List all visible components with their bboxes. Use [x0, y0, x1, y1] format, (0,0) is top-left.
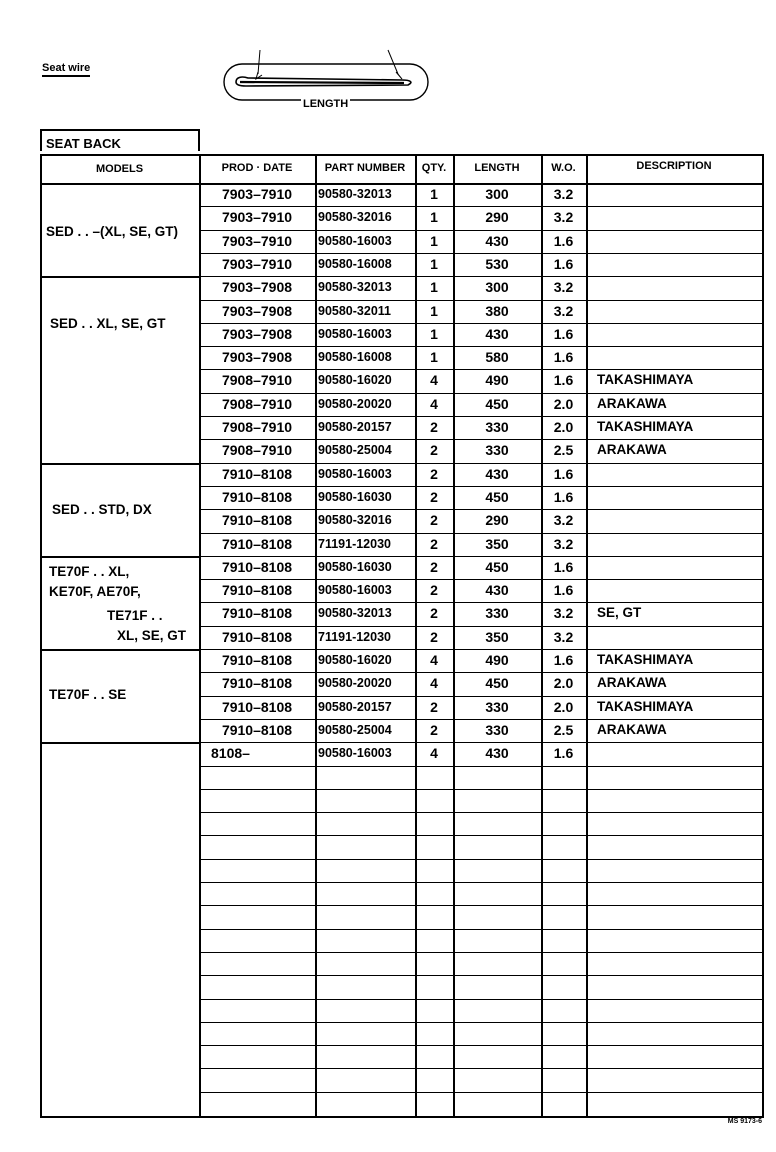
model-group-label: SED . . –(XL, SE, GT): [46, 224, 179, 239]
row-qty: 1: [430, 209, 438, 226]
row-length: 330: [485, 698, 509, 715]
row-wo: 3.2: [553, 628, 574, 645]
row-prod-date: 7910–8108: [221, 512, 293, 529]
row-part-number: 90580-16003: [318, 583, 392, 598]
section-title: SEAT BACK: [40, 129, 200, 151]
row-wo: 1.6: [553, 558, 574, 575]
row-wo: 1.6: [553, 582, 574, 599]
row-prod-date: 7910–8108: [221, 488, 293, 505]
row-qty: 4: [430, 395, 438, 412]
row-prod-date: 7903–7908: [221, 279, 293, 296]
row-wo: 3.2: [553, 302, 574, 319]
row-prod-date: 7908–7910: [221, 442, 293, 459]
row-prod-date: 7908–7910: [221, 419, 293, 435]
row-part-number: 90580-16003: [318, 466, 392, 481]
row-qty: 2: [430, 582, 438, 599]
row-length: 350: [485, 628, 509, 645]
row-divider: [199, 1068, 762, 1069]
column-header-length: LENGTH: [474, 162, 520, 174]
group-divider: [40, 276, 199, 278]
row-part-number: 90580-32016: [318, 210, 392, 225]
row-qty: 1: [430, 325, 438, 342]
row-prod-date: 7908–7910: [221, 372, 293, 389]
row-length: 380: [485, 302, 509, 319]
table-border-top: [40, 154, 762, 156]
row-length: 300: [485, 279, 509, 296]
row-part-number: 90580-20157: [318, 699, 392, 714]
row-length: 430: [485, 325, 509, 342]
model-group-label: TE70F . . XL,: [49, 564, 130, 579]
row-wo: 1.6: [553, 488, 574, 505]
row-prod-date: 7910–8108: [221, 558, 293, 575]
row-length: 330: [485, 442, 509, 459]
row-description: ARAKAWA: [597, 721, 667, 737]
row-length: 430: [485, 232, 509, 249]
row-description: ARAKAWA: [597, 395, 667, 411]
column-divider: [586, 154, 588, 1116]
row-divider: [199, 882, 762, 883]
row-wo: 2.5: [553, 442, 574, 459]
row-length: 530: [485, 255, 509, 272]
row-part-number: 90580-32016: [318, 513, 392, 528]
column-header-qty: QTY.: [421, 162, 447, 174]
row-prod-date: 7910–8108: [221, 652, 293, 668]
row-prod-date: 7910–8108: [221, 698, 293, 715]
row-part-number: 90580-32013: [318, 280, 392, 295]
row-prod-date: 7910–8108: [221, 628, 293, 645]
row-qty: 1: [430, 186, 438, 202]
row-prod-date: 7903–7908: [221, 302, 293, 319]
row-prod-date: 7910–8108: [221, 535, 293, 552]
row-qty: 4: [430, 675, 438, 692]
row-wo: 3.2: [553, 209, 574, 226]
row-divider: [199, 835, 762, 836]
row-divider: [199, 1022, 762, 1023]
column-header-prod-date: PROD · DATE: [221, 162, 293, 174]
row-part-number: 90580-20157: [318, 420, 392, 434]
row-wo: 2.5: [553, 721, 574, 738]
row-length: 290: [485, 209, 509, 226]
row-part-number: 90580-20020: [318, 396, 392, 411]
row-divider: [199, 999, 762, 1000]
row-part-number: 90580-32013: [318, 187, 392, 201]
row-divider: [199, 812, 762, 813]
footer-code: MS 9173-6: [727, 1118, 762, 1125]
row-prod-date: 7910–8108: [221, 582, 293, 599]
row-description: SE, GT: [597, 605, 642, 621]
row-description: ARAKAWA: [597, 442, 667, 458]
row-description: TAKASHIMAYA: [597, 419, 694, 434]
row-prod-date: 7910–8108: [221, 465, 293, 482]
row-qty: 2: [430, 442, 438, 459]
row-qty: 2: [430, 512, 438, 529]
row-prod-date: 7903–7910: [221, 255, 293, 272]
row-wo: 2.0: [553, 698, 574, 715]
row-divider: [199, 1092, 762, 1093]
row-prod-date: 7908–7910: [221, 395, 293, 412]
row-qty: 2: [430, 698, 438, 715]
row-qty: 4: [430, 652, 438, 668]
row-qty: 2: [430, 605, 438, 622]
column-header-description: DESCRIPTION: [636, 160, 712, 172]
group-divider: [40, 742, 199, 744]
row-qty: 1: [430, 349, 438, 366]
row-wo: 3.2: [553, 605, 574, 622]
row-wo: 1.6: [553, 372, 574, 389]
header-divider: [40, 183, 762, 185]
row-prod-date: 7903–7910: [221, 209, 293, 226]
row-divider: [199, 975, 762, 976]
row-wo: 1.6: [553, 255, 574, 272]
row-qty: 2: [430, 465, 438, 482]
group-divider: [40, 556, 199, 558]
row-wo: 1.6: [553, 325, 574, 342]
row-qty: 2: [430, 558, 438, 575]
group-divider: [40, 649, 199, 651]
model-group-label: TE70F . . SE: [49, 687, 127, 702]
row-length: 580: [485, 349, 509, 366]
row-prod-date: 7910–8108: [221, 605, 293, 622]
model-group-label: SED . . STD, DX: [52, 502, 152, 517]
row-qty: 4: [430, 372, 438, 389]
row-description: TAKASHIMAYA: [597, 652, 694, 667]
row-qty: 2: [430, 721, 438, 738]
row-divider: [199, 952, 762, 953]
row-qty: 1: [430, 232, 438, 249]
row-length: 300: [485, 186, 509, 202]
row-prod-date: 8108–: [211, 745, 250, 762]
row-length: 450: [485, 675, 509, 692]
row-wo: 3.2: [553, 512, 574, 529]
row-wo: 1.6: [553, 349, 574, 366]
row-qty: 1: [430, 302, 438, 319]
row-wo: 3.2: [553, 535, 574, 552]
row-part-number: 90580-16030: [318, 489, 392, 504]
row-description: TAKASHIMAYA: [597, 698, 694, 714]
row-length: 330: [485, 419, 509, 435]
row-description: ARAKAWA: [597, 675, 667, 691]
row-wo: 2.0: [553, 395, 574, 412]
row-prod-date: 7903–7908: [221, 325, 293, 342]
row-part-number: 90580-16003: [318, 326, 392, 341]
row-part-number: 71191-12030: [318, 629, 391, 644]
row-length: 490: [485, 372, 509, 389]
model-group-label: SED . . XL, SE, GT: [50, 316, 166, 331]
row-divider: [199, 789, 762, 790]
row-qty: 4: [430, 745, 438, 762]
row-wo: 1.6: [553, 745, 574, 762]
row-prod-date: 7910–8108: [221, 721, 293, 738]
row-qty: 2: [430, 419, 438, 435]
seat-wire-label: Seat wire: [42, 62, 90, 77]
row-part-number: 90580-16020: [318, 373, 392, 388]
row-length: 430: [485, 582, 509, 599]
row-wo: 3.2: [553, 279, 574, 296]
row-wo: 1.6: [553, 232, 574, 249]
length-label: LENGTH: [303, 98, 349, 110]
row-divider: [199, 905, 762, 906]
row-qty: 2: [430, 488, 438, 505]
row-prod-date: 7903–7910: [221, 232, 293, 249]
table-border-bottom: [40, 1116, 762, 1118]
row-length: 450: [485, 488, 509, 505]
group-divider: [40, 463, 199, 465]
column-header-wo: W.O.: [551, 162, 576, 174]
row-prod-date: 7903–7908: [221, 349, 293, 366]
row-part-number: 90580-16008: [318, 350, 392, 365]
row-length: 290: [485, 512, 509, 529]
model-group-label: XL, SE, GT: [117, 628, 187, 643]
row-length: 490: [485, 652, 509, 668]
model-group-label: KE70F, AE70F,: [49, 584, 141, 599]
row-part-number: 90580-16003: [318, 746, 392, 761]
table-border-left: [40, 154, 42, 1116]
row-length: 330: [485, 605, 509, 622]
row-wo: 2.0: [553, 419, 574, 435]
table-border-right: [762, 154, 764, 1118]
row-part-number: 90580-20020: [318, 676, 392, 691]
row-length: 450: [485, 395, 509, 412]
row-part-number: 90580-16003: [318, 233, 392, 248]
row-length: 350: [485, 535, 509, 552]
row-part-number: 90580-16008: [318, 256, 392, 271]
row-wo: 2.0: [553, 675, 574, 692]
row-divider: [199, 1045, 762, 1046]
row-divider: [199, 929, 762, 930]
row-wo: 3.2: [553, 186, 574, 202]
row-part-number: 90580-16020: [318, 653, 392, 667]
column-divider: [315, 154, 317, 1116]
row-divider: [199, 766, 762, 767]
row-wo: 1.6: [553, 652, 574, 668]
column-header-part-number: PART NUMBER: [324, 162, 406, 174]
row-qty: 2: [430, 535, 438, 552]
row-part-number: 90580-32011: [318, 303, 391, 318]
row-length: 330: [485, 721, 509, 738]
row-prod-date: 7910–8108: [221, 675, 293, 692]
row-length: 450: [485, 558, 509, 575]
row-part-number: 90580-25004: [318, 443, 392, 458]
row-length: 430: [485, 465, 509, 482]
row-length: 430: [485, 745, 509, 762]
row-prod-date: 7903–7910: [221, 186, 293, 202]
row-wo: 1.6: [553, 465, 574, 482]
row-qty: 2: [430, 628, 438, 645]
row-divider: [199, 859, 762, 860]
row-part-number: 90580-32013: [318, 606, 392, 621]
model-group-label: TE71F . .: [107, 608, 163, 623]
row-description: TAKASHIMAYA: [597, 372, 694, 388]
row-part-number: 90580-25004: [318, 722, 392, 737]
row-qty: 1: [430, 255, 438, 272]
column-header-models: MODELS: [95, 163, 144, 175]
row-part-number: 90580-16030: [318, 559, 392, 574]
row-part-number: 71191-12030: [318, 536, 391, 551]
row-qty: 1: [430, 279, 438, 296]
